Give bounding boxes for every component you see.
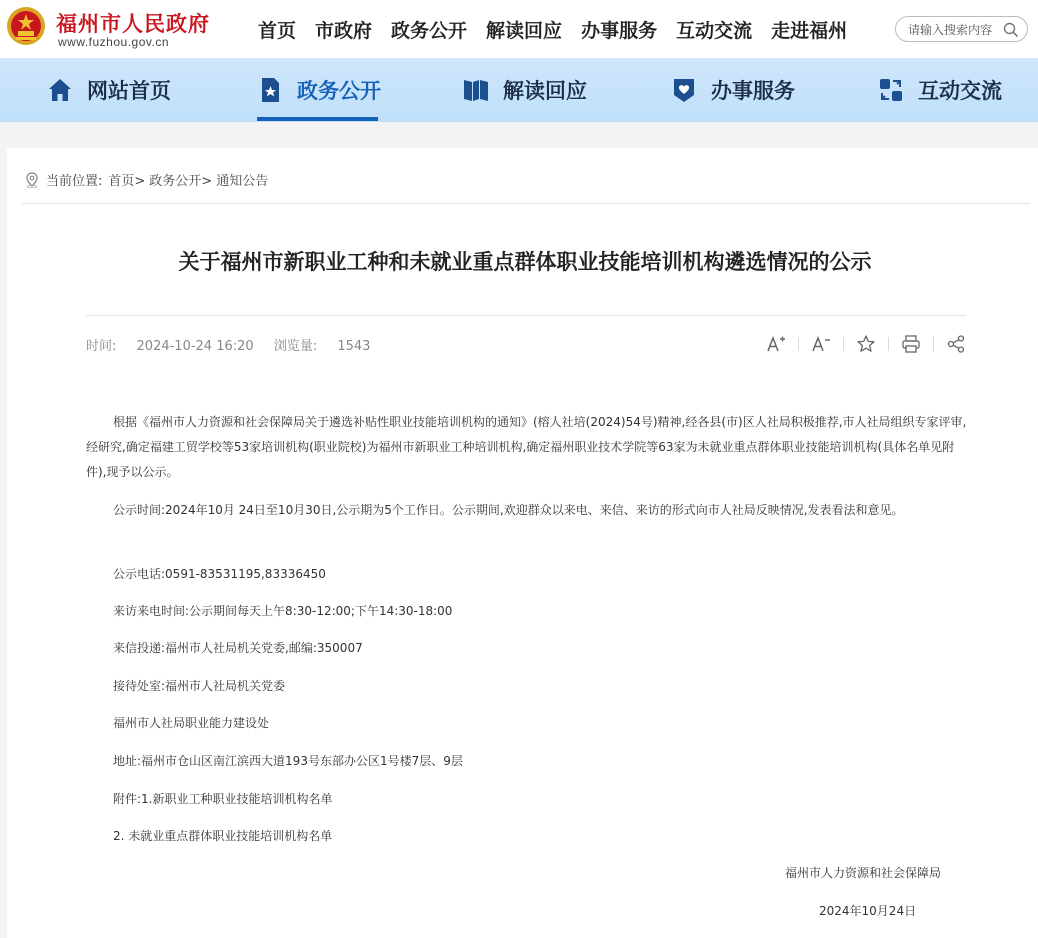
channel-nav-interpretation[interactable] (463, 58, 587, 122)
time-label: 时间: (86, 339, 117, 354)
paragraph-period: 公示时间:2024年10月 24日至10月30日,公示期为5个工作日。公示期间,欢迎群众以来电、来信、来访的形式向市人社局反映情况,发表看法和意见。 (113, 503, 904, 517)
top-nav (258, 16, 866, 43)
breadcrumb (24, 170, 268, 189)
search-icon[interactable] (1003, 22, 1019, 38)
paragraph-intro: 根据《福州市人力资源和社会保障局关于遴选补贴性职业技能培训机构的通知》(榕人社培(2024)54号)精神,经各县(市)区人社局积极推荐,市人社局组织专家评审,经研究,确定福建工贸学校等53家培训机构(职业院校)为福州市新职业工种培训机构,确定福州职业技术学院等63家为未就业重点群体职业技能培训机构(具体名单见附件),现予以公示。 (86, 415, 967, 479)
channel-nav-interaction[interactable] (878, 58, 1002, 122)
paragraph-address: 地址:福州市仓山区南江滨西大道193号东部办公区1号楼7层、9层 (113, 754, 463, 768)
article-paragraph (86, 410, 968, 485)
exchange-icon (878, 77, 904, 103)
search-input[interactable] (908, 21, 1004, 38)
channel-nav-label: 互动交流 (918, 79, 1002, 103)
print-button[interactable] (901, 334, 921, 354)
attachment-link-1[interactable]: 附件:1.新职业工种职业技能培训机构名单 (113, 792, 333, 806)
heart-shield-icon (671, 77, 697, 103)
paragraph-department: 福州市人社局职业能力建设处 (113, 716, 270, 730)
national-emblem-icon (6, 6, 46, 46)
top-nav-interaction[interactable]: 互动交流 (676, 20, 753, 42)
toolbar-separator (798, 337, 799, 351)
site-header (0, 0, 1038, 58)
channel-nav-label: 办事服务 (711, 79, 795, 103)
article-paragraph (86, 711, 968, 736)
share-icon (946, 334, 966, 354)
divider (22, 203, 1030, 204)
article-paragraph (86, 562, 968, 587)
channel-nav-label: 网站首页 (87, 79, 171, 103)
breadcrumb-item-public-affairs[interactable]: 政务公开> (149, 174, 213, 189)
breadcrumb-item-notices[interactable]: 通知公告 (216, 174, 269, 189)
font-decrease-icon (811, 334, 831, 354)
top-nav-about-fuzhou[interactable]: 走进福州 (771, 20, 848, 42)
channel-nav-label: 解读回应 (503, 79, 587, 103)
favorite-star-icon (856, 334, 876, 354)
article-meta (86, 335, 386, 354)
channel-nav (0, 58, 1038, 122)
paragraph-hours: 来访来电时间:公示期间每天上午8:30-12:00;下午14:30-18:00 (113, 604, 453, 618)
article-paragraph (86, 674, 968, 699)
home-icon (47, 77, 73, 103)
search-box (895, 16, 1028, 42)
site-domain: www.fuzhou.gov.cn (58, 35, 169, 49)
top-nav-public-affairs[interactable]: 政务公开 (391, 20, 468, 42)
article-paragraph (86, 636, 968, 661)
views-label: 浏览量: (273, 339, 318, 354)
article-paragraph (86, 787, 968, 812)
font-increase-icon (766, 334, 786, 354)
favorite-button[interactable] (856, 334, 876, 354)
active-tab-indicator (257, 117, 378, 121)
top-nav-home[interactable]: 首页 (258, 20, 297, 42)
article-title: 关于福州市新职业工种和未就业重点群体职业技能培训机构遴选情况的公示 (178, 250, 872, 274)
print-icon (901, 334, 921, 354)
paragraph-reception: 接待处室:福州市人社局机关党委 (113, 679, 286, 693)
book-icon (463, 77, 489, 103)
divider (86, 315, 966, 316)
channel-nav-public-affairs[interactable] (257, 58, 381, 122)
font-decrease-button[interactable] (811, 334, 831, 354)
channel-nav-home[interactable] (47, 58, 171, 122)
font-increase-button[interactable] (766, 334, 786, 354)
article-paragraph (86, 599, 968, 624)
site-name[interactable]: 福州市人民政府 (56, 11, 210, 36)
breadcrumb-prefix: 当前位置: (46, 174, 103, 189)
document-star-icon (257, 77, 283, 103)
article-paragraph (86, 498, 968, 523)
top-nav-services[interactable]: 办事服务 (581, 20, 658, 42)
breadcrumb-item-home[interactable]: 首页> (108, 174, 146, 189)
toolbar-separator (843, 337, 844, 351)
toolbar-separator (888, 337, 889, 351)
article-paragraph (86, 749, 968, 774)
share-button[interactable] (946, 334, 966, 354)
location-pin-icon (24, 172, 40, 188)
paragraph-phone: 公示电话:0591-83531195,83336450 (113, 567, 326, 581)
attachment-link-2[interactable]: 2. 未就业重点群体职业技能培训机构名单 (113, 829, 333, 843)
signature: 福州市人力资源和社会保障局 (785, 866, 942, 880)
article-paragraph (86, 824, 968, 849)
top-nav-government[interactable]: 市政府 (315, 20, 373, 42)
channel-nav-services[interactable] (671, 58, 795, 122)
article-toolbar (766, 334, 966, 354)
top-nav-interpretation[interactable]: 解读回应 (486, 20, 563, 42)
channel-nav-label: 政务公开 (297, 79, 381, 103)
signature-date: 2024年10月24日 (819, 904, 917, 918)
toolbar-separator (933, 337, 934, 351)
paragraph-mail: 来信投递:福州市人社局机关党委,邮编:350007 (113, 641, 363, 655)
view-count: 1543 (337, 339, 371, 354)
publish-time: 2024-10-24 16:20 (136, 339, 254, 354)
